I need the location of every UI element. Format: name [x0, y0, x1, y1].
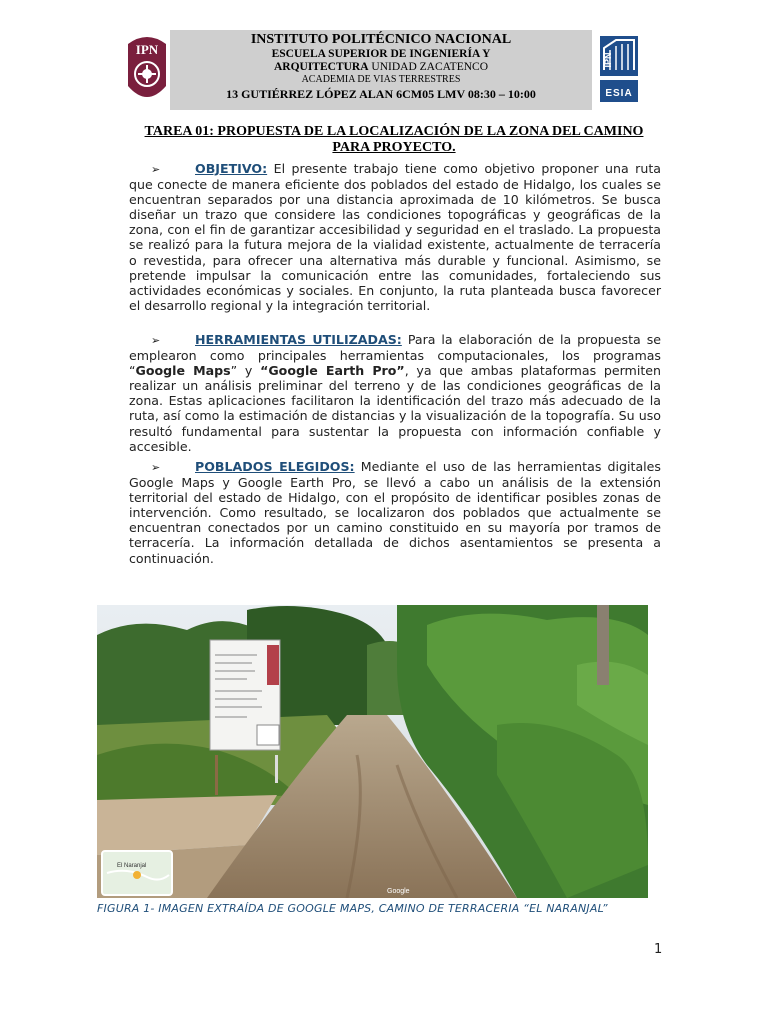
school-name-line2: ARQUITECTURA UNIDAD ZACATENCO: [273, 61, 489, 73]
street-view-photo: [97, 605, 648, 898]
document-header: [120, 28, 648, 112]
bullet-arrow-icon: ➢: [151, 461, 161, 474]
school-name-line1: ESCUELA SUPERIOR DE INGENIERÍA Y: [271, 48, 491, 60]
google-maps-mention: Google Maps: [135, 363, 231, 379]
objetivo-text: El presente trabajo tiene como objetivo proponer una ruta que conecte de manera eficiente dos poblados del estado de Hidalgo, los cuales se encuentran separados por una distancia aproximada de 10 kilómetros. Se busca diseñar un trazo que considere las condiciones topográficas y geográficas de la zona, con el fin de garantizar accesibilidad y seguridad en el traslado. La propuesta se realizó para la futura mejora de la vialidad existente, actualmente de terracería o revestida, para ofrecer una alternativa más durable y funcional. Asimismo, se pretende impulsar la comunicación entre las comunidades, fortaleciendo sus actividades económicas y sociales. En conjunto, la ruta planteada busca favorecer el desarrollo regional y la integración territorial.: [129, 161, 661, 313]
institution-name: INSTITUTO POLITÉCNICO NACIONAL: [250, 32, 512, 47]
google-earth-mention: “Google Earth Pro”: [260, 363, 405, 379]
section-poblados: [129, 459, 661, 566]
figure-caption: FIGURA 1- IMAGEN EXTRAÍDA DE GOOGLE MAPS, CAMINO DE TERRACERIA “EL NARANJAL”: [97, 902, 608, 915]
page-number: 1: [654, 942, 663, 957]
section-heading-herramientas: HERRAMIENTAS UTILIZADAS:: [195, 332, 402, 347]
bullet-arrow-icon: ➢: [151, 334, 161, 347]
bullet-arrow-icon: ➢: [151, 163, 161, 176]
poblados-text: Mediante el uso de las herramientas digitales Google Maps y Google Earth Pro, se llevó a cabo un análisis de la extensión territorial del estado de Hidalgo, con el propósito de identificar posibles zonas de intervención. Como resultado, se localizaron dos poblados que actualmente se encuentran conectados por un camino constituido en su mayoría por tramos de terracería. La información detallada de dichos asentamientos se presenta a continuación.: [129, 459, 661, 566]
google-watermark: Google: [387, 888, 410, 895]
section-heading-poblados: POBLADOS ELEGIDOS:: [195, 459, 355, 474]
section-herramientas: ➢ HERRAMIENTAS UTILIZADAS: Para la elaboración de la propuesta se emplearon como principales herramientas computacionales, los programas “Google Maps” y “Google Earth Pro”, ya que ambas plataformas permiten realizar un análisis preliminar del terreno y de las condiciones geográficas de la zona. Estas aplicaciones facilitaron la identificación del trazo más adecuado de la ruta, así como la estimación de distancias y la visualización de la topografía. Su uso resultó fundamental para sustentar la propuesta con información confiable y accesible.: [129, 332, 662, 454]
section-objetivo: [129, 161, 661, 313]
section-heading-objetivo: OBJETIVO:: [195, 161, 268, 176]
academy-name: ACADEMIA DE VIAS TERRESTRES: [301, 74, 461, 85]
document-title: TAREA 01: PROPUESTA DE LA LOCALIZACIÓN DE LA ZONA DEL CAMINO PARA PROYECTO.: [144, 124, 644, 155]
esia-logo-icon: [596, 30, 642, 110]
ipn-logo-icon: [124, 30, 170, 108]
svg-text:ESIA: ESIA: [605, 88, 633, 99]
svg-text:IPN: IPN: [603, 52, 613, 68]
header-text: [170, 32, 592, 102]
svg-text:IPN: IPN: [135, 42, 159, 57]
minimap-label: El Naranjal: [117, 863, 147, 869]
student-line: 13 GUTIÉRREZ LÓPEZ ALAN 6CM05 LMV 08:30 – 10:00: [226, 87, 536, 101]
